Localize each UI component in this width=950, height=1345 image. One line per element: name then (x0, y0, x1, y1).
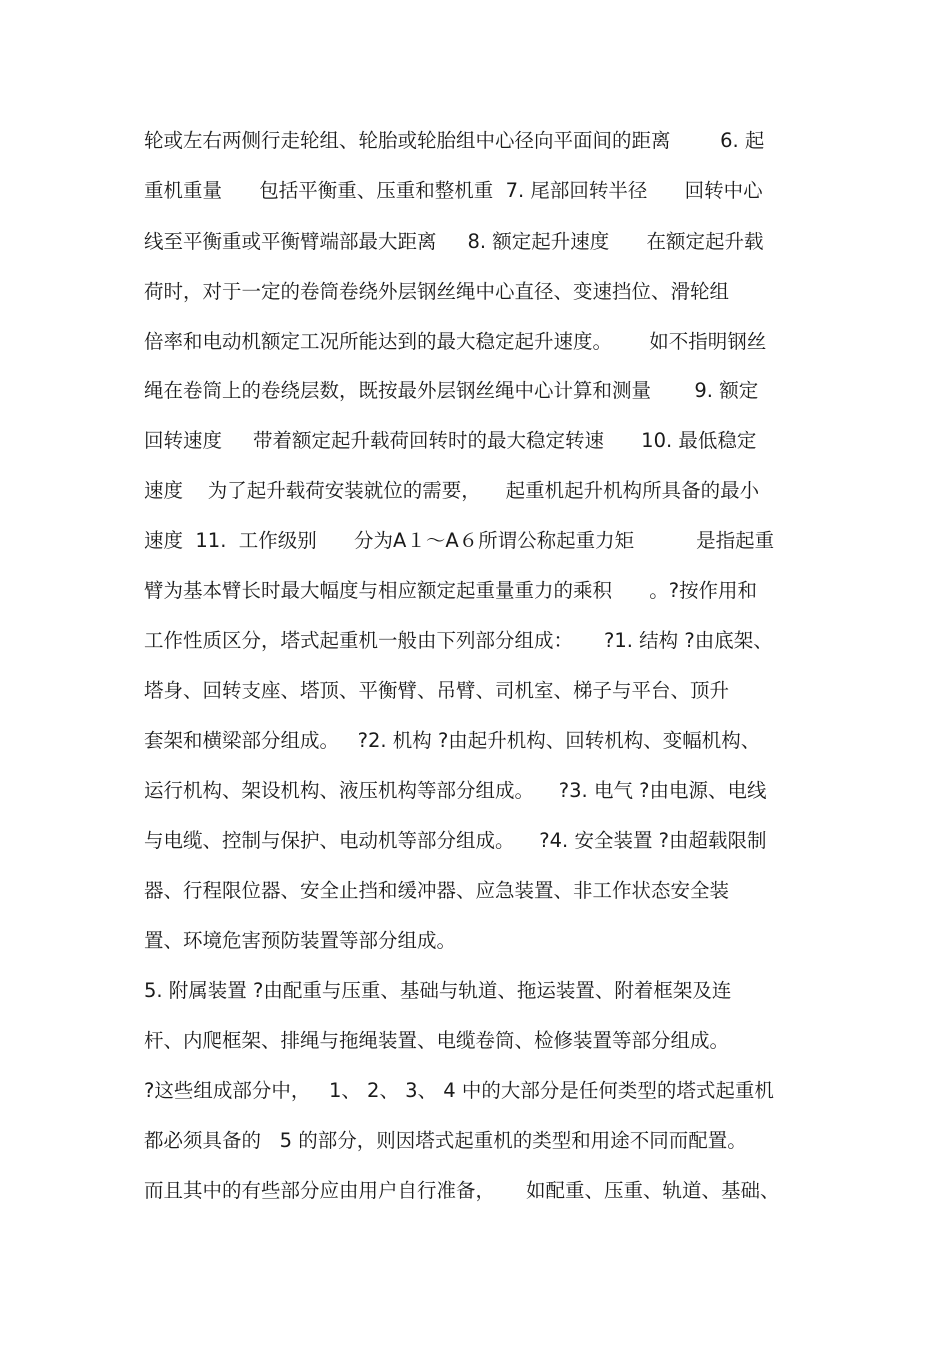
text-line: 置、环境危害预防装置等部分组成。 (144, 929, 457, 952)
text-line: 塔身、回转支座、塔顶、平衡臂、吊臂、司机室、梯子与平台、顶升 (144, 679, 730, 702)
text-line: 荷时，对于一定的卷筒卷绕外层钢丝绳中心直径、变速挡位、滑轮组 (144, 280, 730, 303)
text-line: 线至平衡重或平衡臂端部最大距离 8. 额定起升速度 在额定起升载 (144, 230, 764, 253)
text-line: 轮或左右两侧行走轮组、轮胎或轮胎组中心径向平面间的距离 6. 起 (144, 129, 765, 152)
text-line: 都必须具备的 5 的部分，则因塔式起重机的类型和用途不同而配置。 (144, 1129, 747, 1152)
text-line: 回转速度 带着额定起升载荷回转时的最大稳定转速 10. 最低稳定 (144, 429, 757, 452)
text-line: 杆、内爬框架、排绳与拖绳装置、电缆卷筒、检修装置等部分组成。 (144, 1029, 730, 1052)
text-line: 绳在卷筒上的卷绕层数，既按最外层钢丝绳中心计算和测量 9. 额定 (144, 379, 759, 402)
text-line: 速度 11. 工作级别 分为A１～A６所谓公称起重力矩 是指起重 (144, 529, 775, 552)
text-line: 倍率和电动机额定工况所能达到的最大稳定起升速度。 如不指明钢丝 (144, 330, 767, 353)
text-line: 与电缆、控制与保护、电动机等部分组成。 ?4. 安全装置 ?由超载限制 (144, 829, 767, 852)
text-line: 臂为基本臂长时最大幅度与相应额定起重量重力的乘积 。?按作用和 (144, 579, 758, 602)
text-line: 套架和横梁部分组成。 ?2. 机构 ?由起升机构、回转机构、变幅机构、 (144, 729, 761, 752)
text-line: 而且其中的有些部分应由用户自行准备， 如配重、压重、轨道、基础、 (144, 1179, 780, 1202)
text-line: 运行机构、架设机构、液压机构等部分组成。 ?3. 电气 ?由电源、电线 (144, 779, 767, 802)
text-line: 速度 为了起升载荷安装就位的需要， 起重机起升机构所具备的最小 (144, 479, 760, 502)
text-line: 5. 附属装置 ?由配重与压重、基础与轨道、拖运装置、附着框架及连 (144, 979, 732, 1002)
text-line: 重机重量 包括平衡重、压重和整机重 7. 尾部回转半径 回转中心 (144, 179, 763, 202)
text-line: ?这些组成部分中， 1、 2、 3、 4 中的大部分是任何类型的塔式起重机 (144, 1079, 774, 1102)
text-line: 器、行程限位器、安全止挡和缓冲器、应急装置、非工作状态安全装 (144, 879, 730, 902)
text-line: 工作性质区分，塔式起重机一般由下列部分组成： ?1. 结构 ?由底架、 (144, 629, 773, 652)
